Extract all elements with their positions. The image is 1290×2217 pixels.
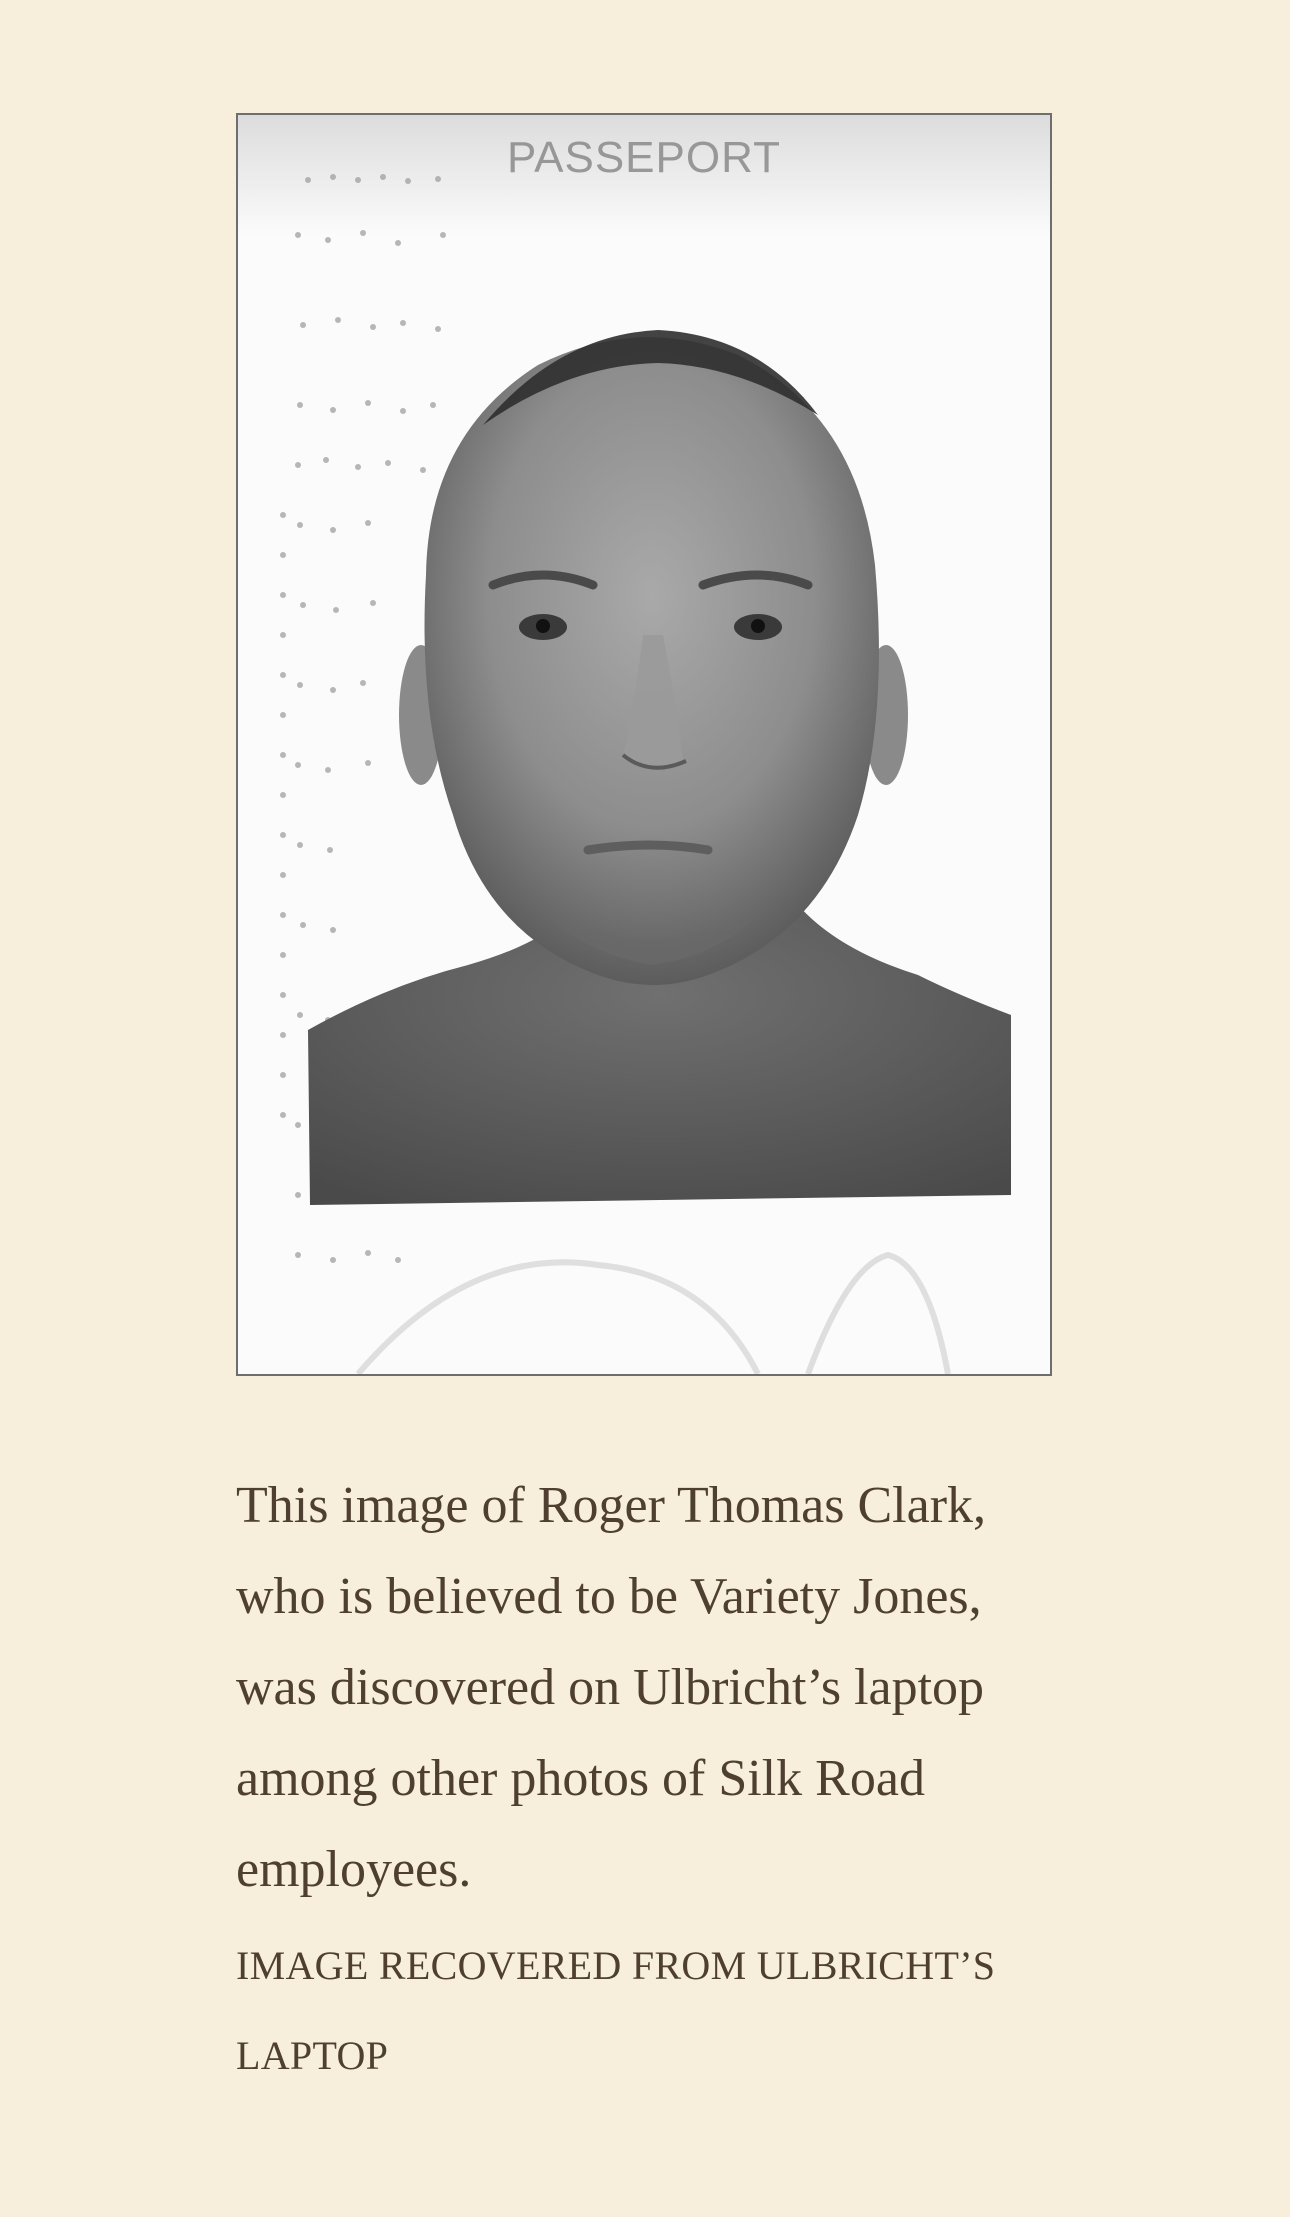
passport-photo [236,113,1052,1376]
image-credit: IMAGE RECOVERED FROM ULBRICHT’S LAPTOP [236,1943,996,2078]
caption-text: This image of Roger Thomas Clark, who is believed to be Variety Jones, was discovered on Ulbricht’s laptop among other photos of Silk Road employees. [236,1477,987,1898]
figure-caption [236,1460,1052,2101]
article-figure [236,113,1052,2101]
portrait-illustration [238,115,1050,1374]
passport-label: PASSEPORT [507,133,781,182]
